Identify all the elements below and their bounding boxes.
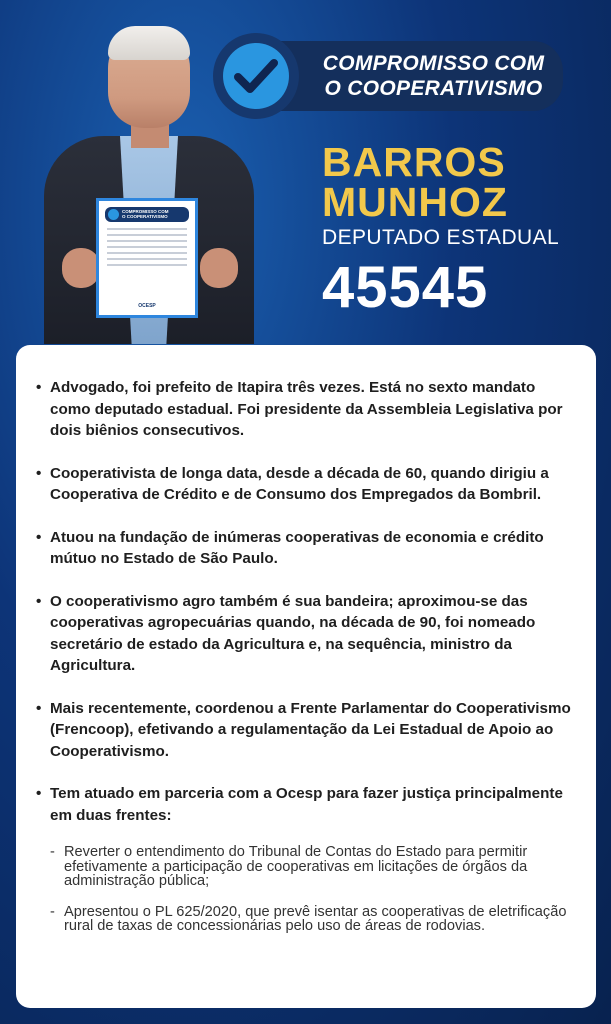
left-hand [62,248,100,288]
commitment-badge [213,33,563,119]
badge-line2: O COOPERATIVISMO [324,77,543,100]
bullet-item: • Atuou na fundação de inúmeras cooperativas de economia e crédito mútuo no Estado de São Paulo. [36,527,574,570]
badge-circle [213,33,299,119]
hair [108,26,190,60]
sub-item: - Reverter o entendimento do Tribunal de Contas do Estado para permitir efetivamente a participação de cooperativas em licitações de órgãos da administração pública; [50,845,574,889]
document-badge-line2: O COOPERATIVISMO [122,213,168,219]
candidate-name [322,139,508,225]
check-icon [108,209,119,220]
check-icon [233,56,279,96]
candidate-number: 45545 [322,255,489,320]
document-text-lines [105,228,189,266]
bullet-item: • O cooperativismo agro também é sua bandeira; aproximou-se das cooperativas agropecuárias quando, na década de 90, foi nomeado secretário de estado da Agricultura e, na sequência, ministro da Agricultura. [36,591,574,677]
bullet-item: • Advogado, foi prefeito de Itapira três vezes. Está no sexto mandato como deputado estadual. Foi presidente da Assembleia Legislativa por dois biênios consecutivos. [36,377,574,442]
bullet-item: • Tem atuado em parceria com a Ocesp para fazer justiça principalmente em duas frentes: [36,783,574,826]
right-hand [200,248,238,288]
bullet-item: • Mais recentemente, coordenou a Frente Parlamentar do Cooperativismo (Frencoop), efetivando a regulamentação da Lei Estadual de Apoio ao Cooperativismo. [36,698,574,763]
sub-item: - Apresentou o PL 625/2020, que prevê isentar as cooperativas de eletrificação rural de taxas de concessionárias pelo uso de áreas de rodovias. [50,905,574,934]
candidate-name-line1: BARROS [322,139,506,185]
document-badge [105,207,189,222]
candidate-name-line2: MUNHOZ [322,179,508,225]
info-card [16,345,596,1008]
badge-line1: COMPROMISSO COM [322,52,545,75]
ocesp-logo: OCESP [138,303,156,309]
held-document [96,198,198,318]
sub-list [36,845,574,934]
document-badge-line1: COMPROMISSO COM [122,208,169,214]
bullet-item: • Cooperativista de longa data, desde a década de 60, quando dirigiu a Cooperativa de Crédito e de Consumo dos Empregados da Bombril. [36,463,574,506]
candidate-role: DEPUTADO ESTADUAL [322,226,560,249]
